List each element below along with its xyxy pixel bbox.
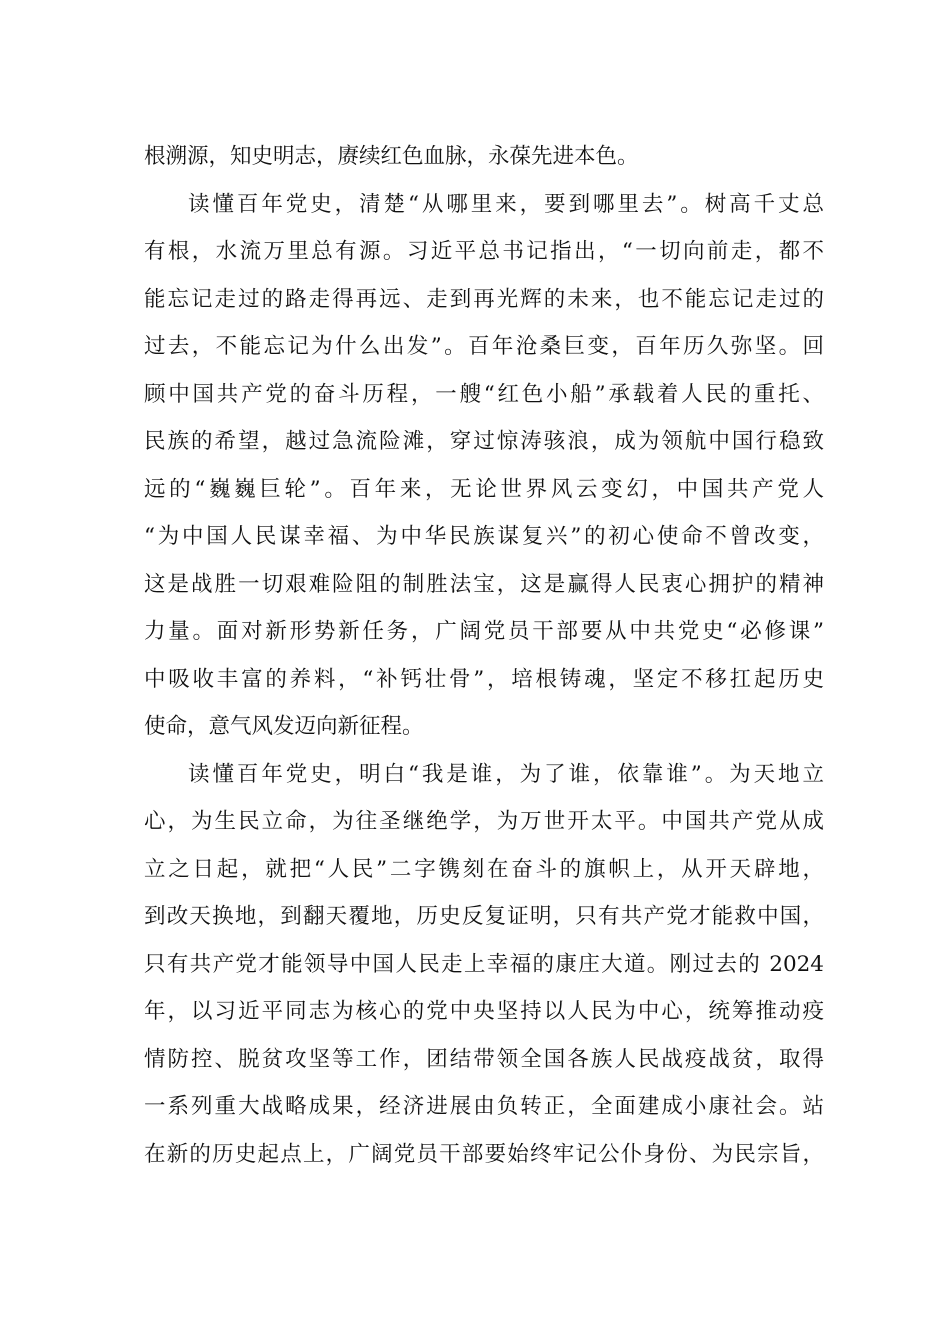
text-line: 只有共产党才能领导中国人民走上幸福的康庄大道。刚过去的 2024 bbox=[144, 951, 824, 977]
text-line: 一系列重大战略成果，经济进展由负转正，全面建成小康社会。站 bbox=[144, 1094, 824, 1119]
text-line: 有根，水流万里总有源。习近平总书记指出，“一切向前走，都不 bbox=[144, 239, 824, 264]
text-line: 这是战胜一切艰难险阻的制胜法宝，这是赢得人民衷心拥护的精神 bbox=[144, 571, 824, 597]
text-line: 在新的历史起点上，广阔党员干部要始终牢记公仆身份、为民宗旨， bbox=[144, 1141, 824, 1167]
text-line: 中吸收丰富的养料，“补钙壮骨”，培根铸魂，坚定不移扛起历史 bbox=[144, 666, 824, 692]
text-line: 到改天换地，到翻天覆地，历史反复证明，只有共产党才能救中国， bbox=[144, 904, 824, 929]
paragraph-first-line: 读懂百年党史，清楚“从哪里来，要到哪里去”。树高千丈总 bbox=[188, 191, 824, 217]
text-line: 立之日起，就把“人民”二字镌刻在奋斗的旗帜上，从开天辟地， bbox=[144, 856, 824, 882]
text-line: 远的“巍巍巨轮”。百年来，无论世界风云变幻，中国共产党人 bbox=[144, 476, 824, 502]
text-line: “为中国人民谋幸福、为中华民族谋复兴”的初心使命不曾改变， bbox=[144, 524, 824, 549]
text-line: 过去，不能忘记为什么出发”。百年沧桑巨变，百年历久弥坚。回 bbox=[144, 334, 824, 359]
text-line: 心，为生民立命，为往圣继绝学，为万世开太平。中国共产党从成 bbox=[144, 809, 824, 834]
text-line: 顾中国共产党的奋斗历程，一艘“红色小船”承载着人民的重托、 bbox=[144, 381, 824, 407]
text-line: 根溯源，知史明志，赓续红色血脉，永葆先进本色。 bbox=[144, 144, 639, 169]
text-line: 能忘记走过的路走得再远、走到再光辉的未来，也不能忘记走过的 bbox=[144, 286, 824, 312]
text-line: 力量。面对新形势新任务，广阔党员干部要从中共党史“必修课” bbox=[144, 619, 824, 644]
text-line: 民族的希望，越过急流险滩，穿过惊涛骇浪，成为领航中国行稳致 bbox=[144, 429, 824, 454]
document-body bbox=[144, 133, 824, 1178]
text-line: 使命，意气风发迈向新征程。 bbox=[144, 714, 424, 739]
paragraph-first-line: 读懂百年党史，明白“我是谁，为了谁，依靠谁”。为天地立 bbox=[188, 761, 824, 787]
text-line: 情防控、脱贫攻坚等工作，团结带领全国各族人民战疫战贫，取得 bbox=[144, 1046, 824, 1072]
text-line: 年，以习近平同志为核心的党中央坚持以人民为中心，统筹推动疫 bbox=[144, 999, 824, 1024]
